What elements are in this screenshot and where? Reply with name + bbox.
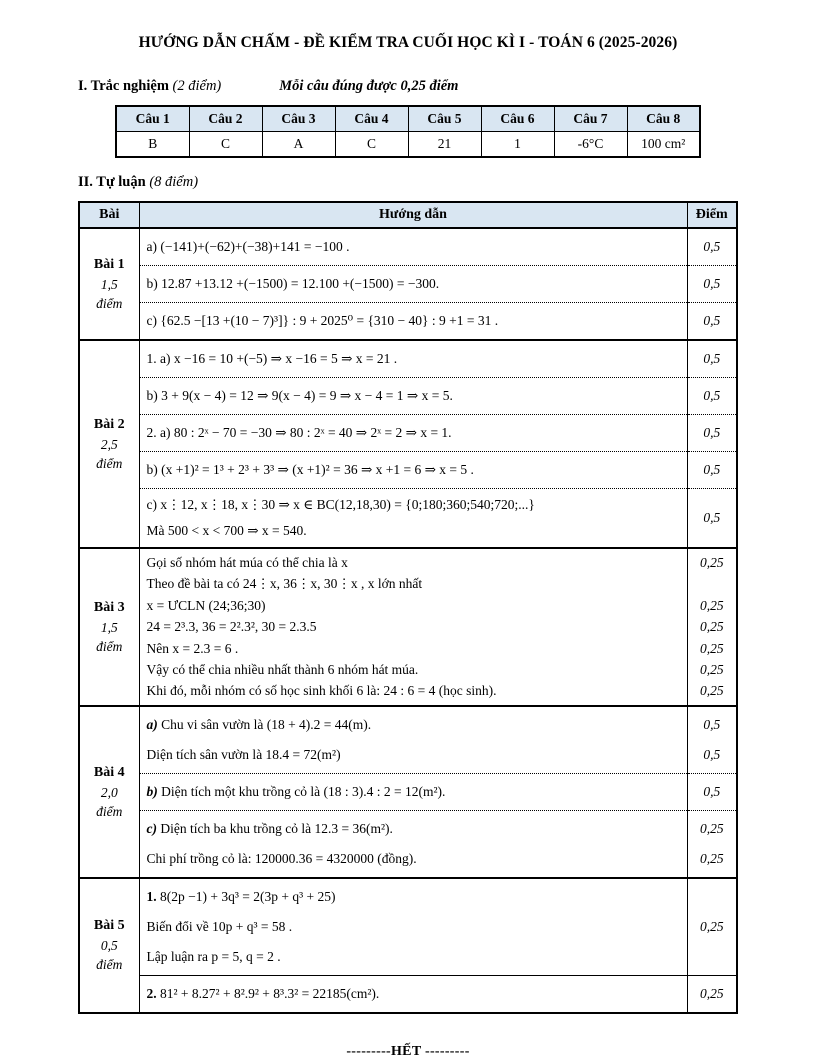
score-cell: 0,5: [687, 266, 737, 303]
end-marker: ---------HẾT ---------: [346, 1043, 470, 1059]
solution-line: c) {62.5 −[13 +(10 − 7)³]} : 9 + 2025⁰ = {310 − 40} : 9 +1 = 31 .: [146, 313, 499, 328]
solution-content-cell: [139, 489, 687, 549]
problem-points: 1,5: [100, 619, 118, 635]
mc-answer-cell: C: [189, 132, 262, 158]
mc-question-header: Câu 6: [481, 106, 554, 132]
solution-line: 1. 8(2p −1) + 3q³ = 2(3p + q³ + 25): [146, 888, 336, 904]
score-cell: 0,5: [687, 452, 737, 489]
score-cell: 0,5: [687, 773, 737, 810]
solution-content-cell: [139, 378, 687, 415]
solution-content-cell: [139, 415, 687, 452]
solution-line: b) (x +1)² = 1³ + 2³ + 3³ ⇒ (x +1)² = 36 ⇒ x +1 = 6 ⇒ x = 5 .: [146, 462, 474, 477]
page-title: HƯỚNG DẪN CHẤM - ĐỀ KIỂM TRA CUỐI HỌC KÌ I - TOÁN 6 (2025-2026): [138, 34, 678, 51]
answer-key-column-header: Bài: [79, 202, 139, 228]
mc-question-header: Câu 7: [554, 106, 627, 132]
problem-points-unit: điểm: [96, 957, 123, 973]
solution-line: 24 = 2³.3, 36 = 2².3², 30 = 2.3.5: [146, 619, 317, 635]
score-line: 0,5: [703, 716, 721, 732]
mc-answer-cell: 21: [408, 132, 481, 158]
solution-content-cell: [139, 266, 687, 303]
solution-content-cell: [139, 810, 687, 878]
section1-subnote: Mỗi câu đúng được 0,25 điểm: [279, 78, 459, 94]
answer-key-table: [78, 201, 738, 1014]
solution-content-cell: [139, 878, 687, 976]
solution-line: Lập luận ra p = 5, q = 2 .: [146, 948, 281, 964]
score-line: 0,25: [699, 597, 724, 613]
multiple-choice-table: [115, 105, 701, 158]
problem-points: 2,0: [100, 784, 118, 800]
mc-answer-cell: 1: [481, 132, 554, 158]
solution-line: b) 3 + 9(x − 4) = 12 ⇒ 9(x − 4) = 9 ⇒ x − 4 = 1 ⇒ x = 5.: [146, 388, 453, 403]
mc-answer-cell: C: [335, 132, 408, 158]
mc-question-header: Câu 5: [408, 106, 481, 132]
section2-heading-label: II. Tự luận: [78, 174, 146, 190]
problem-label: Bài 1: [93, 257, 125, 272]
mc-question-header: Câu 8: [627, 106, 700, 132]
solution-row: [79, 773, 737, 810]
score-line: [690, 573, 735, 594]
solution-row: [79, 878, 737, 976]
mc-answer-cell: 100 cm²: [627, 132, 700, 158]
solution-line: 2. 81² + 8.27² + 8².9² + 8³.3² = 22185(cm²).: [146, 985, 380, 1001]
solution-row: [79, 810, 737, 878]
problem-section: [79, 340, 737, 548]
problem-label-cell: [79, 340, 139, 548]
score-cell: 0,25: [687, 878, 737, 976]
solution-line: Theo đề bài ta có 24⋮x, 36⋮x, 30⋮x , x lớn nhất: [146, 576, 423, 592]
solution-row: [79, 706, 737, 774]
solution-row: [79, 415, 737, 452]
mc-question-header: Câu 1: [116, 106, 189, 132]
solution-line: Khi đó, mỗi nhóm có số học sinh khối 6 là: 24 : 6 = 4 (học sinh).: [146, 683, 497, 699]
problem-points: 0,5: [100, 938, 118, 954]
solution-row: [79, 303, 737, 341]
problem-label: Bài 2: [93, 417, 125, 432]
mc-question-header: Câu 2: [189, 106, 262, 132]
score-cell: 0,5: [687, 489, 737, 549]
answer-key-column-header: Hướng dẫn: [139, 202, 687, 228]
problem-points: 1,5: [100, 277, 118, 292]
score-cell: 0,25: [687, 975, 737, 1013]
solution-line: c) Diện tích ba khu trồng cỏ là 12.3 = 36(m²).: [146, 820, 393, 836]
solution-content-cell: [139, 303, 687, 341]
solution-line: 2. a) 80 : 2ˣ − 70 = −30 ⇒ 80 : 2ˣ = 40 ⇒ 2ˣ = 2 ⇒ x = 1.: [146, 425, 452, 440]
problem-label-cell: [79, 878, 139, 1013]
problem-section: [79, 878, 737, 1013]
score-line: 0,25: [699, 820, 724, 836]
solution-line: x = ƯCLN (24;36;30): [146, 597, 266, 613]
answer-key-header-row: [79, 202, 737, 228]
solution-row: [79, 975, 737, 1013]
problem-points-unit: điểm: [96, 638, 123, 654]
problem-points: 2,5: [100, 437, 118, 452]
solution-line: Biến đổi về 10p + q³ = 58 .: [146, 918, 293, 934]
problem-section: [79, 548, 737, 706]
solution-line: b) Diện tích một khu trồng cỏ là (18 : 3).4 : 2 = 12(m²).: [146, 783, 446, 799]
problem-label: Bài 5: [93, 918, 125, 934]
solution-line: Nên x = 2.3 = 6 .: [146, 640, 239, 656]
solution-line: Mà 500 < x < 700 ⇒ x = 540.: [146, 523, 307, 538]
solution-line: Chi phí trồng cỏ là: 120000.36 = 4320000 (đồng).: [146, 850, 417, 866]
problem-label: Bài 3: [93, 599, 125, 615]
section2-heading-note: (8 điểm): [145, 174, 199, 190]
solution-row: [79, 378, 737, 415]
section1-heading: [78, 78, 738, 95]
score-cell: 0,5: [687, 303, 737, 341]
solution-content-cell: [139, 228, 687, 266]
mc-answer-cell: B: [116, 132, 189, 158]
solution-row: [79, 548, 737, 706]
problem-label-cell: [79, 548, 139, 706]
solution-row: [79, 228, 737, 266]
problem-section: [79, 228, 737, 340]
solution-content-cell: [139, 340, 687, 378]
solution-line: 1. a) x −16 = 10 +(−5) ⇒ x −16 = 5 ⇒ x = 21 .: [146, 351, 398, 366]
mc-question-header: Câu 4: [335, 106, 408, 132]
section1-heading-label: I. Trắc nghiệm: [78, 78, 169, 94]
solution-line: c) x⋮12, x⋮18, x⋮30 ⇒ x ∈ BC(12,18,30) = {0;180;360;540;720;...}: [146, 497, 535, 512]
problem-points-unit: điểm: [96, 803, 123, 819]
solution-content-cell: [139, 773, 687, 810]
score-line: 0,25: [699, 619, 724, 635]
score-cell: 0,5: [687, 415, 737, 452]
score-cell: [687, 548, 737, 706]
score-cell: 0,5: [687, 228, 737, 266]
mc-answer-cell: -6°C: [554, 132, 627, 158]
problem-label-cell: [79, 706, 139, 878]
solution-row: [79, 340, 737, 378]
score-cell: 0,5: [687, 378, 737, 415]
solution-row: [79, 266, 737, 303]
mc-answer-row: [116, 132, 700, 158]
score-line: 0,25: [699, 850, 724, 866]
mc-answer-cell: A: [262, 132, 335, 158]
answer-key-column-header: Điểm: [687, 202, 737, 228]
score-line: 0,25: [699, 640, 724, 656]
score-line: 0,25: [699, 683, 724, 699]
solution-content-cell: [139, 975, 687, 1013]
score-line: 0,25: [699, 555, 724, 570]
solution-row: [79, 452, 737, 489]
solution-line: Vậy có thể chia nhiều nhất thành 6 nhóm hát múa.: [146, 662, 419, 678]
solution-line: Diện tích sân vườn là 18.4 = 72(m²): [146, 746, 341, 762]
section1-heading-note: (2 điểm): [168, 78, 222, 94]
mc-header-row: [116, 106, 700, 132]
problem-label: Bài 4: [93, 764, 125, 780]
section2-heading: [78, 174, 738, 191]
solution-content-cell: [139, 548, 687, 706]
score-cell: [687, 706, 737, 774]
problem-points-unit: điểm: [96, 296, 123, 311]
mc-question-header: Câu 3: [262, 106, 335, 132]
score-cell: [687, 810, 737, 878]
solution-line: a) Chu vi sân vườn là (18 + 4).2 = 44(m).: [146, 716, 372, 732]
solution-content-cell: [139, 452, 687, 489]
score-cell: 0,5: [687, 340, 737, 378]
score-line: 0,25: [699, 662, 724, 678]
problem-label-cell: [79, 228, 139, 340]
solution-content-cell: [139, 706, 687, 774]
solution-line: Gọi số nhóm hát múa có thể chia là x: [146, 555, 348, 570]
problem-points-unit: điểm: [96, 456, 123, 471]
solution-line: b) 12.87 +13.12 +(−1500) = 12.100 +(−1500) = −300.: [146, 276, 440, 291]
problem-section: [79, 706, 737, 878]
solution-line: a) (−141)+(−62)+(−38)+141 = −100 .: [146, 239, 350, 254]
solution-row: [79, 489, 737, 549]
score-line: 0,5: [703, 746, 721, 762]
